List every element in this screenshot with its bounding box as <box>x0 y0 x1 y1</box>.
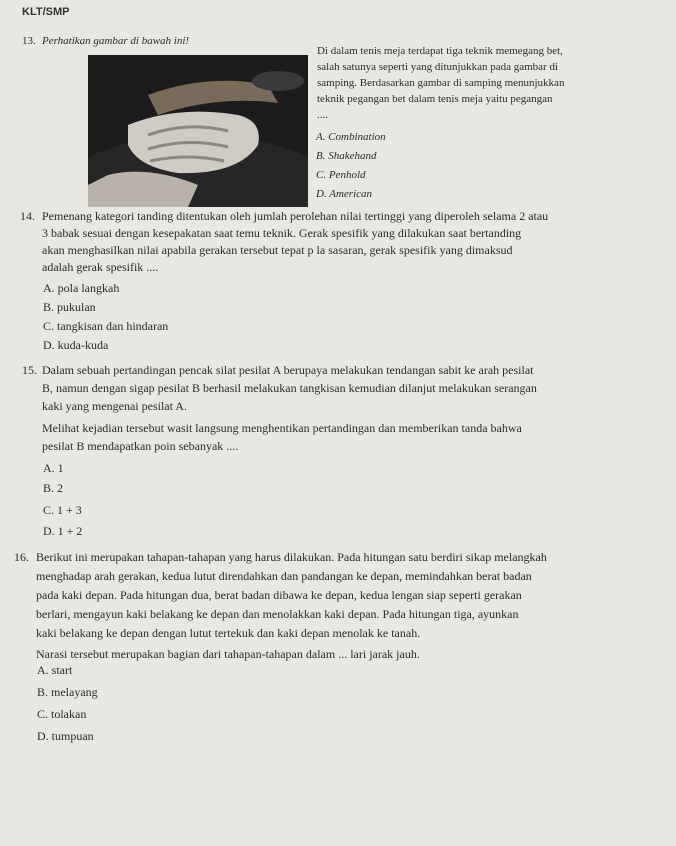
question-15-line-3: kaki yang mengenai pesilat A. <box>42 399 187 413</box>
question-16-option-c: C. tolakan <box>37 707 87 721</box>
question-13-option-c: C. Penhold <box>316 169 366 181</box>
question-16-number: 16. <box>14 550 29 564</box>
question-14-option-c: C. tangkisan dan hindaran <box>43 319 169 333</box>
question-13-option-d: D. American <box>316 188 373 200</box>
question-15-line-2: B, namun dengan sigap pesilat B berhasil melakukan tangkisan kemudian dilanjut melakukan serangan <box>42 381 537 395</box>
question-15-line-4: Melihat kejadian tersebut wasit langsung menghentikan pertandingan dan memberikan tanda bahwa <box>42 421 522 435</box>
question-15-option-d: D. 1 + 2 <box>43 524 83 538</box>
question-13-option-b: B. Shakehand <box>316 150 377 162</box>
question-15-option-a: A. 1 <box>43 461 64 475</box>
question-16-line-3: pada kaki depan. Pada hitungan dua, berat badan dibawa ke depan, kedua lengan siap seperti gerakan <box>36 588 522 602</box>
question-14-number: 14. <box>20 209 35 223</box>
question-16-option-d: D. tumpuan <box>37 729 94 743</box>
question-13-line-4: teknik pegangan bet dalam tenis meja yaitu pegangan <box>317 93 553 105</box>
question-14-line-2: 3 babak sesuai dengan kesepakatan saat temu teknik. Gerak spesifik yang dilakukan saat bertanding <box>42 226 522 240</box>
racket-grip-photo <box>88 55 308 207</box>
question-13-option-a: A. Combination <box>316 131 386 143</box>
question-14-line-3: akan menghasilkan nilai apabila gerakan tersebut tepat p la sasaran, gerak spesifik yang dimaksud <box>42 243 513 257</box>
question-15-number: 15. <box>22 363 37 377</box>
page-header: KLT/SMP <box>22 6 70 18</box>
question-13-prompt: Perhatikan gambar di bawah ini! <box>42 35 190 47</box>
question-15-line-1: Dalam sebuah pertandingan pencak silat pesilat A berupaya melakukan tendangan sabit ke arah pesilat <box>42 363 534 377</box>
question-16-line-1: Berikut ini merupakan tahapan-tahapan yang harus dilakukan. Pada hitungan satu berdiri sikap melangkah <box>36 550 547 564</box>
question-13-line-3: samping. Berdasarkan gambar di samping menunjukkan <box>317 77 565 89</box>
question-16-line-4: berlari, mengayun kaki belakang ke depan dan menolakkan kaki depan. Pada hitungan tiga, ayunkan <box>36 607 519 621</box>
question-16-line-2: menghadap arah gerakan, kedua lutut direndahkan dan pandangan ke depan, memindahkan berat badan <box>36 569 532 583</box>
question-15-line-5: pesilat B mendapatkan poin sebanyak .... <box>42 439 239 453</box>
question-15-option-b: B. 2 <box>43 481 64 495</box>
question-14-line-4: adalah gerak spesifik .... <box>42 260 159 274</box>
question-13-line-5: .... <box>317 109 328 121</box>
question-13-line-1: Di dalam tenis meja terdapat tiga teknik memegang bet, <box>317 45 563 57</box>
question-14-line-1: Pemenang kategori tanding ditentukan oleh jumlah perolehan nilai tertinggi yang diperoleh selama 2 atau <box>42 209 549 223</box>
question-16-option-a: A. start <box>37 663 73 677</box>
question-13-line-2: salah satunya seperti yang ditunjukkan pada gambar di <box>317 61 559 73</box>
question-14-option-b: B. pukulan <box>43 300 96 314</box>
question-16-line-5: kaki belakang ke depan dengan lutut tertekuk dan kaki depan menolak ke tanah. <box>36 626 421 640</box>
question-14-option-a: A. pola langkah <box>43 281 120 295</box>
question-13-number: 13. <box>22 35 36 47</box>
question-14-option-d: D. kuda-kuda <box>43 338 109 352</box>
question-16-option-b: B. melayang <box>37 685 98 699</box>
question-15-option-c: C. 1 + 3 <box>43 503 82 517</box>
question-16-line-6: Narasi tersebut merupakan bagian dari tahapan-tahapan dalam ... lari jarak jauh. <box>36 647 420 661</box>
